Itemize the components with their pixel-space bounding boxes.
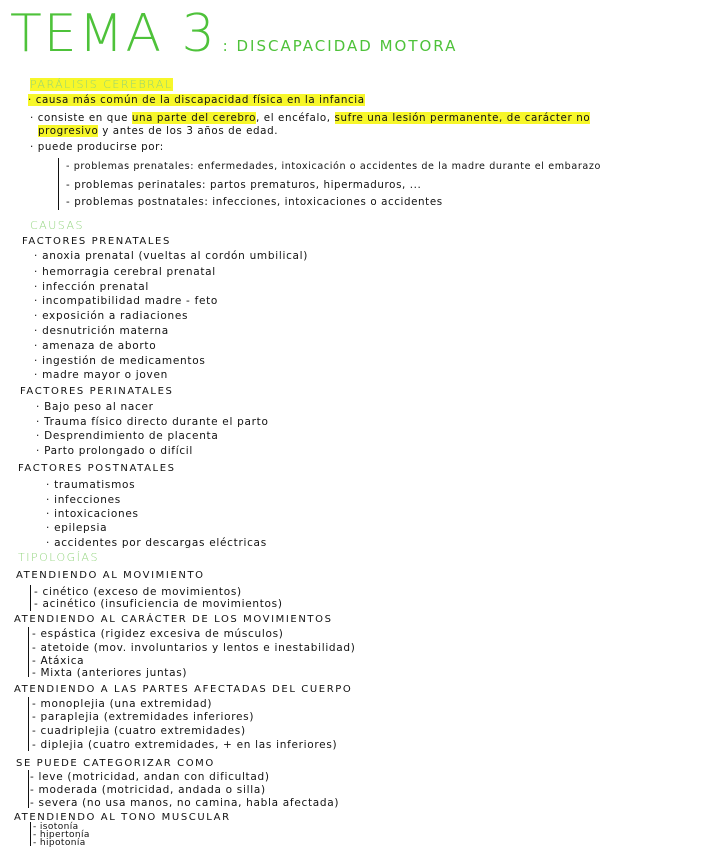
prenatal-item: · anoxia prenatal (vueltas al cordón umbilical) (34, 250, 309, 262)
caracter-item: - Mixta (anteriores juntas) (32, 667, 188, 679)
postnatal-item: · epilepsia (46, 522, 108, 534)
caracter-heading: ATENDIENDO AL CARÁCTER DE LOS MOVIMIENTOS (14, 614, 333, 625)
cause-postnatal: - problemas postnatales: infecciones, intoxicaciones o accidentes (66, 196, 443, 208)
tono-item: - hipertonía (33, 830, 90, 840)
prenatal-item: · hemorragia cerebral prenatal (34, 266, 216, 278)
tono-heading: ATENDIENDO AL TONO MUSCULAR (14, 812, 231, 823)
movimiento-item: - acinético (insuficiencia de movimientos) (34, 598, 283, 610)
tono-item: - isotonía (33, 822, 79, 832)
page-title (10, 4, 458, 64)
prenatal-item: · incompatibilidad madre - feto (34, 295, 219, 307)
prenatales-heading: FACTORES PRENATALES (22, 236, 171, 247)
cause-perinatal: - problemas perinatales: partos prematuros, hipermaduros, ... (66, 179, 422, 191)
categorizar-bracket (28, 770, 29, 808)
prenatal-item: · desnutrición materna (34, 325, 169, 337)
categorizar-item: - severa (no usa manos, no camina, habla afectada) (30, 797, 340, 809)
postnatal-item: · accidentes por descargas eléctricas (46, 537, 267, 549)
prenatal-item: · ingestión de medicamentos (34, 355, 206, 367)
movimiento-bracket (30, 585, 31, 611)
categorizar-item: - leve (motricidad, andan con dificultad) (30, 771, 270, 783)
perinatales-heading: FACTORES PERINATALES (20, 386, 174, 397)
partes-item: - monoplejia (una extremidad) (32, 698, 213, 710)
tono-bracket (30, 822, 31, 846)
perinatal-item: · Desprendimiento de placenta (36, 430, 219, 442)
title-main: TEMA 3 (10, 4, 217, 64)
paralisis-bullet-3: · puede producirse por: (30, 141, 164, 153)
partes-item: - cuadriplejia (cuatro extremidades) (32, 725, 246, 737)
prenatal-item: · amenaza de aborto (34, 340, 157, 352)
paralisis-bullet-1: · causa más común de la discapacidad física en la infancia (28, 94, 365, 106)
perinatal-item: · Parto prolongado o difícil (36, 445, 194, 457)
partes-item: - paraplejia (extremidades inferiores) (32, 711, 255, 723)
cause-prenatal: - problemas prenatales: enfermedades, intoxicación o accidentes de la madre durante el embarazo (66, 161, 601, 172)
tipologias-heading: TIPOLOGÍAS (18, 551, 99, 564)
partes-bracket (28, 697, 29, 751)
paralisis-bullet-2b: progresivo y antes de los 3 años de edad. (38, 125, 279, 137)
categorizar-item: - moderada (motricidad, andada o silla) (30, 784, 266, 796)
partes-item: - diplejia (cuatro extremidades, + en las inferiores) (32, 739, 338, 751)
perinatal-item: · Bajo peso al nacer (36, 401, 154, 413)
caracter-item: - espástica (rigidez excesiva de músculos) (32, 628, 284, 640)
postnatal-item: · traumatismos (46, 479, 136, 491)
prenatal-item: · infección prenatal (34, 281, 150, 293)
caracter-item: - Atáxica (32, 655, 85, 667)
caracter-bracket (28, 627, 29, 677)
movimiento-item: - cinético (exceso de movimientos) (34, 586, 242, 598)
tono-item: - hipotonía (33, 838, 86, 848)
causes-bracket (58, 158, 59, 210)
paralisis-bullet-2a: · consiste en que una parte del cerebro, el encéfalo, sufre una lesión permanente, de carácter no (30, 112, 591, 124)
paralisis-heading: PARÁLISIS CEREBRAL (30, 78, 173, 91)
causas-heading: CAUSAS (30, 219, 84, 232)
perinatal-item: · Trauma físico directo durante el parto (36, 416, 269, 428)
prenatal-item: · exposición a radiaciones (34, 310, 189, 322)
movimiento-heading: ATENDIENDO AL MOVIMIENTO (16, 570, 205, 581)
postnatal-item: · infecciones (46, 494, 121, 506)
postnatales-heading: FACTORES POSTNATALES (18, 463, 176, 474)
prenatal-item: · madre mayor o joven (34, 369, 168, 381)
title-subtitle: : DISCAPACIDAD MOTORA (222, 37, 458, 55)
postnatal-item: · intoxicaciones (46, 508, 139, 520)
categorizar-heading: SE PUEDE CATEGORIZAR COMO (16, 758, 215, 769)
partes-heading: ATENDIENDO A LAS PARTES AFECTADAS DEL CUERPO (14, 684, 353, 695)
caracter-item: - atetoide (mov. involuntarios y lentos e inestabilidad) (32, 642, 356, 654)
